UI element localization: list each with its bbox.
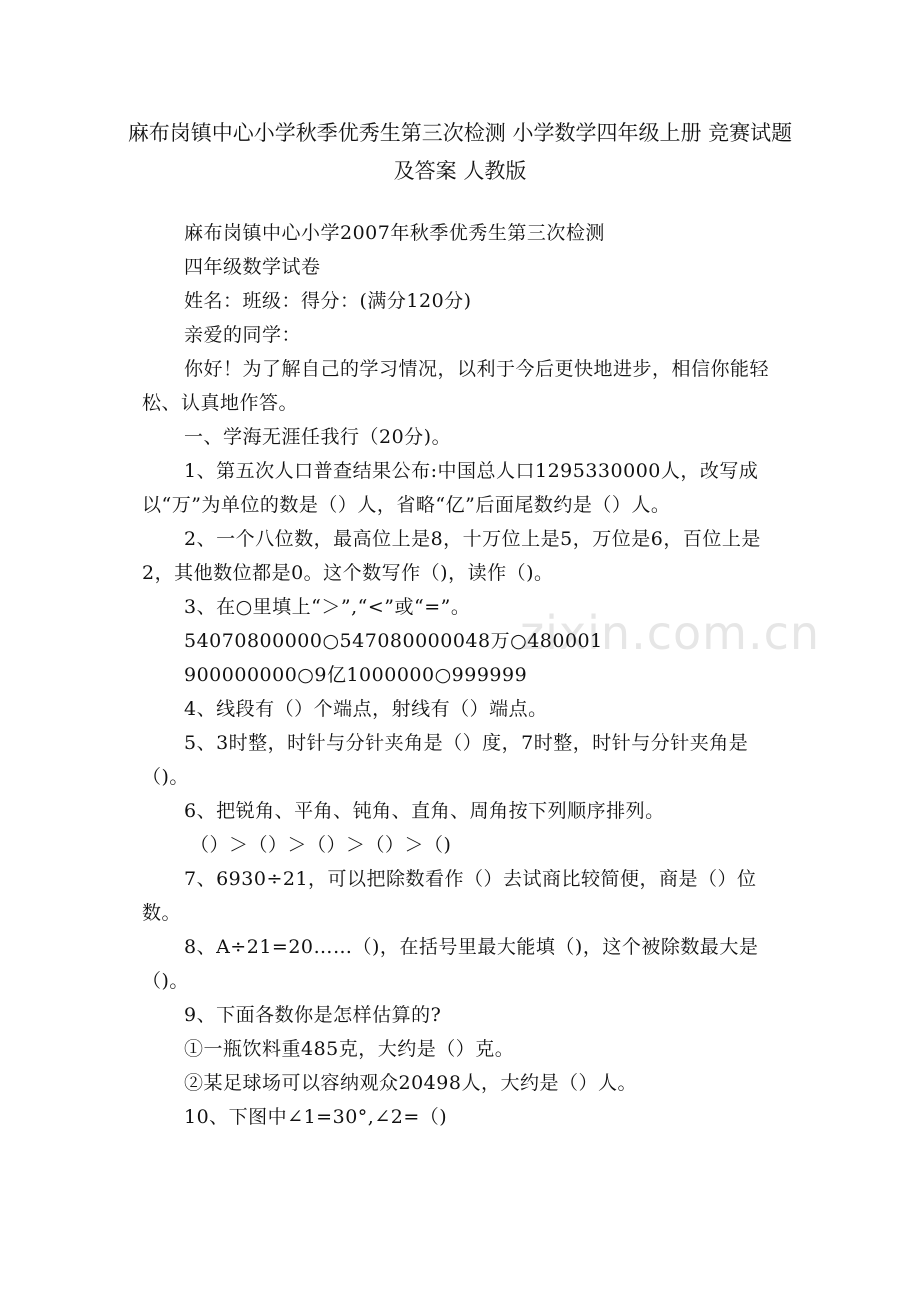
question-3-line-1: 54070800000○547080000048万○480001	[184, 630, 603, 652]
document-title: 麻布岗镇中心小学秋季优秀生第三次检测 小学数学四年级上册 竞赛试题及答案 人教版	[127, 121, 793, 183]
question-3: 3、在○里填上“＞”,“<”或“=”。	[184, 596, 471, 618]
question-10: 10、下图中∠1=30°,∠2=（)	[184, 1106, 448, 1128]
question-1: 1、第五次人口普查结果公布:中国总人口1295330000人，改写成以“万”为单位的数是（）人，省略“亿”后面尾数约是（）人。	[142, 460, 759, 516]
question-6-order: （）＞（）＞（）＞（）＞（)	[190, 834, 452, 856]
question-5: 5、3时整，时针与分针夹角是（）度，7时整，时针与分针夹角是（)。	[142, 732, 749, 788]
watermark: zixin.com.cn	[520, 606, 821, 660]
exam-subtitle: 四年级数学试卷	[184, 256, 321, 278]
question-9-item-2: ②某足球场可以容纳观众20498人，大约是（）人。	[184, 1072, 637, 1094]
question-9: 9、下面各数你是怎样估算的?	[184, 1004, 442, 1026]
greeting: 亲爱的同学：	[184, 324, 302, 346]
question-4: 4、线段有（）个端点，射线有（）端点。	[184, 698, 548, 720]
question-7: 7、6930÷21，可以把除数看作（）去试商比较简便，商是（）位数。	[142, 868, 757, 924]
question-3-line-2: 900000000○9亿1000000○999999	[184, 664, 528, 686]
intro-paragraph: 你好！为了解自己的学习情况，以利于今后更快地进步，相信你能轻松、认真地作答。	[142, 358, 770, 414]
school-heading: 麻布岗镇中心小学2007年秋季优秀生第三次检测	[184, 222, 605, 244]
student-info-line: 姓名：班级：得分：(满分120分)	[184, 290, 472, 312]
question-8: 8、A÷21=20……（)，在括号里最大能填（)，这个被除数最大是（)。	[142, 936, 759, 992]
document-body	[142, 216, 782, 1134]
question-2: 2、一个八位数，最高位上是8，十万位上是5，万位是6，百位上是2，其他数位都是0。这个数写作（)，读作（)。	[142, 528, 761, 584]
question-6: 6、把锐角、平角、钝角、直角、周角按下列顺序排列。	[184, 800, 665, 822]
section-heading: 一、学海无涯任我行（20分)。	[184, 426, 452, 448]
question-9-item-1: ①一瓶饮料重485克，大约是（）克。	[184, 1038, 515, 1060]
